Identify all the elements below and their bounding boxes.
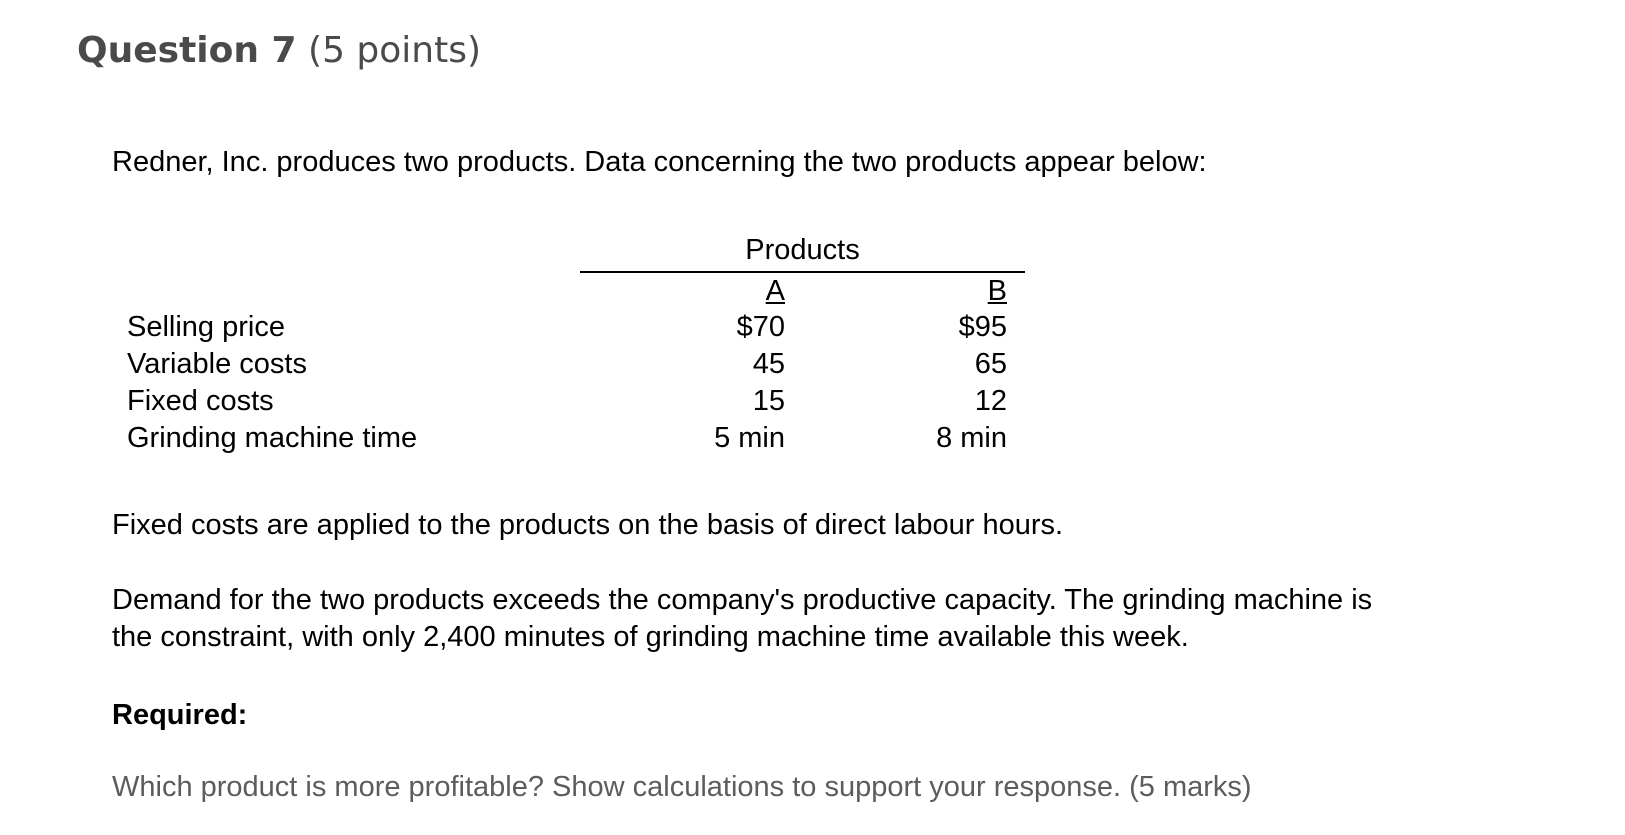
row-label: Selling price (127, 311, 285, 343)
question-points: (5 points) (308, 30, 482, 71)
table-row (0, 420, 1100, 457)
demand-text-line-2: the constraint, with only 2,400 minutes of grinding machine time available this week. (112, 621, 1189, 653)
intro-text: Redner, Inc. produces two products. Data concerning the two products appear below: (112, 146, 1207, 178)
cell-product-a: 45 (752, 348, 785, 380)
column-header-a: A (765, 275, 785, 307)
fixed-costs-text: Fixed costs are applied to the products on the basis of direct labour hours. (112, 509, 1064, 541)
column-header-b: B (987, 275, 1007, 307)
question-prompt: Which product is more profitable? Show calculations to support your response. (5 marks) (112, 771, 1252, 803)
row-label: Grinding machine time (127, 422, 418, 454)
question-header (77, 30, 481, 71)
table-row (0, 383, 1100, 420)
cell-product-a: 15 (752, 385, 785, 417)
cell-product-b: $95 (958, 311, 1007, 343)
cell-product-b: 65 (974, 348, 1007, 380)
row-label: Variable costs (127, 348, 307, 380)
question-title: Question 7 (77, 30, 297, 71)
required-heading: Required: (112, 699, 248, 731)
demand-text (112, 582, 1372, 656)
cell-product-a: 5 min (714, 422, 785, 454)
cell-product-a: $70 (736, 311, 785, 343)
cell-product-b: 8 min (936, 422, 1007, 454)
table-row (0, 346, 1100, 383)
cell-product-b: 12 (974, 385, 1007, 417)
products-group-header: Products (745, 234, 860, 266)
demand-text-line-1: Demand for the two products exceeds the company's productive capacity. The grinding machine is (112, 584, 1373, 616)
table-row (0, 309, 1100, 346)
row-label: Fixed costs (127, 385, 274, 417)
